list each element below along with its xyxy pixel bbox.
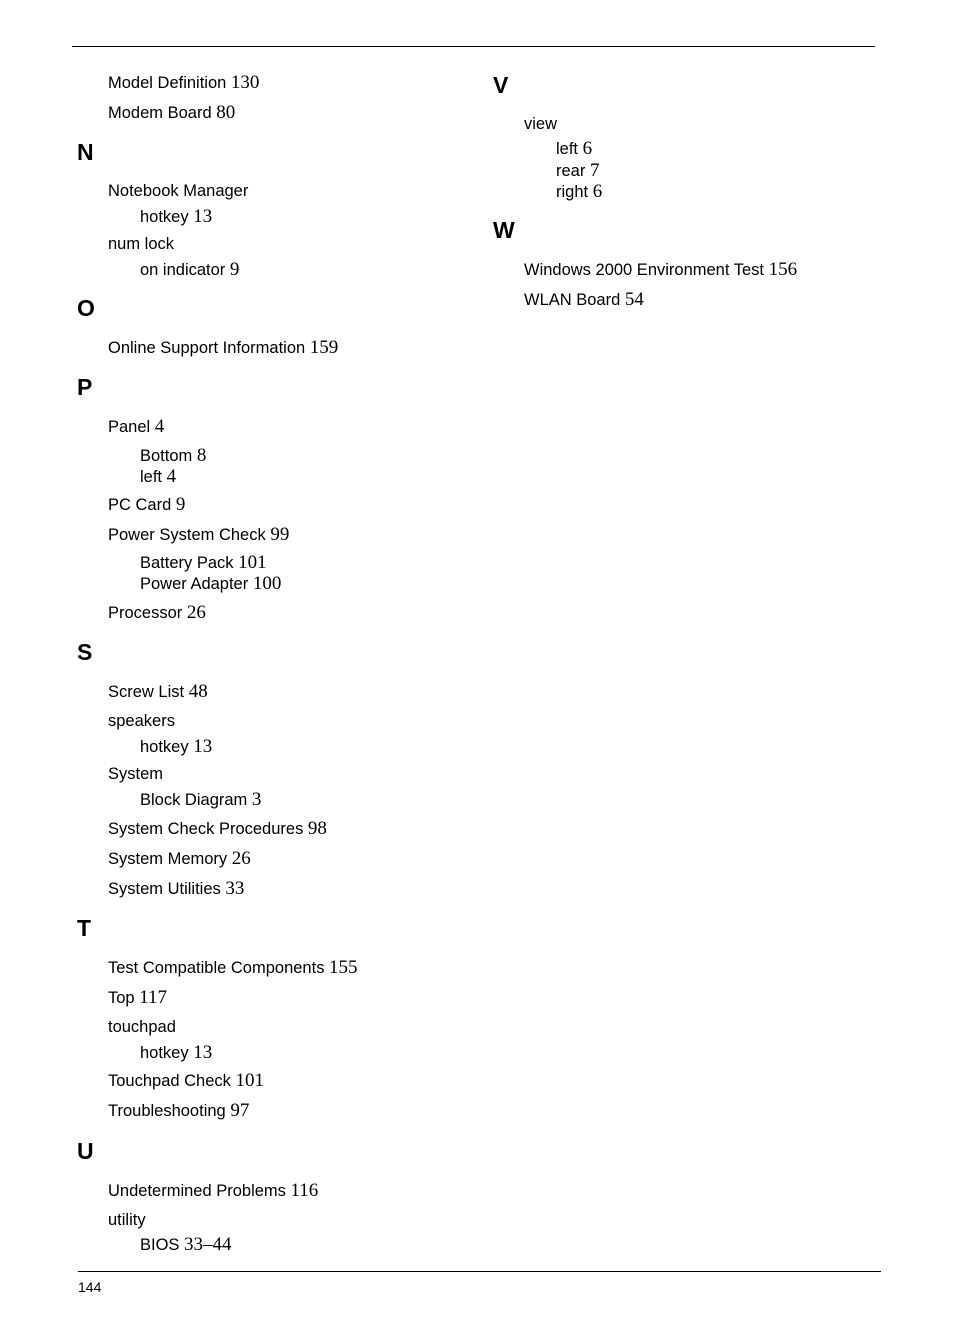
index-page-reference: 7 [589,160,600,181]
index-entry [108,1181,318,1201]
index-term: Bottom [140,447,193,465]
index-section-letter: O [77,295,95,321]
index-page-reference: 101 [238,552,267,573]
page-number: 144 [78,1279,102,1295]
index-page-reference: 130 [230,72,260,93]
index-entry [108,234,174,254]
index-subentry [556,182,602,202]
index-term: System Check Procedures [108,820,304,838]
index-section-letter: V [493,72,509,98]
index-entry [108,682,208,702]
index-page-reference: 9 [229,259,240,280]
index-term: Top [108,989,135,1007]
index-term: System Memory [108,850,228,868]
index-entry [108,603,206,623]
index-entry [108,1017,176,1037]
index-term: Battery Pack [140,554,234,572]
index-term: speakers [108,712,175,730]
index-term: on indicator [140,261,226,279]
index-page-reference: 97 [230,1100,250,1121]
index-term: Processor [108,604,183,622]
index-page-reference: 98 [307,818,327,839]
index-entry [108,103,235,123]
index-page-reference: 4 [154,416,165,437]
index-entry [108,495,185,515]
index-term: Model Definition [108,74,227,92]
index-term: Notebook Manager [108,182,249,200]
index-term: System [108,765,164,783]
index-entry [108,1071,264,1091]
index-subentry [140,553,267,573]
index-page-reference: 100 [252,573,282,594]
index-page-reference: 33 [225,878,245,899]
index-term: hotkey [140,738,189,756]
index-page-reference: 6 [592,181,603,202]
index-section-letter: N [77,139,94,165]
index-section-letter: T [77,915,92,941]
index-term: Power Adapter [140,575,249,593]
index-entry [108,525,289,545]
index-entry [108,181,248,201]
index-entry [108,73,259,93]
index-subentry [140,737,212,757]
index-subentry [140,574,281,594]
index-term: BIOS [140,1236,180,1254]
index-entry [108,879,244,899]
index-page-reference: 99 [270,524,290,545]
index-entry [108,958,358,978]
index-term: Test Compatible Components [108,959,325,977]
index-subentry [140,467,176,487]
index-subentry [140,1043,212,1063]
index-page-reference: 13 [193,1042,213,1063]
index-page-reference: 3 [251,789,262,810]
index-term: utility [108,1211,146,1229]
index-page-reference: 9 [175,494,186,515]
index-entry [108,1101,249,1121]
index-page-reference: 13 [193,736,213,757]
index-subentry [556,161,599,181]
index-term: Undetermined Problems [108,1182,286,1200]
index-page-reference: 13 [193,206,213,227]
index-term: Windows 2000 Environment Test [524,261,764,279]
index-term: Block Diagram [140,791,248,809]
index-term: left [556,140,579,158]
index-page-reference: 4 [166,466,177,487]
index-term: Panel [108,418,151,436]
index-page-reference: 54 [624,289,644,310]
index-entry [524,290,644,310]
index-subentry [140,790,261,810]
index-entry [524,260,797,280]
index-entry [108,988,167,1008]
index-term: hotkey [140,1044,189,1062]
index-subentry [140,260,239,280]
index-term: Troubleshooting [108,1102,226,1120]
index-page-reference: 80 [216,102,236,123]
index-subentry [140,207,212,227]
index-term: touchpad [108,1018,176,1036]
index-subentry [140,446,206,466]
index-term: Touchpad Check [108,1072,231,1090]
index-term: left [140,468,163,486]
index-section-letter: U [77,1138,94,1164]
index-term: PC Card [108,496,172,514]
index-section-letter: S [77,639,93,665]
index-entry [108,417,164,437]
index-term: Screw List [108,683,185,701]
index-term: view [524,115,558,133]
index-entry [108,819,327,839]
index-page-reference: 8 [196,445,207,466]
index-entry [108,1210,146,1230]
index-page-reference: 116 [290,1180,319,1201]
index-page-reference: 48 [188,681,208,702]
index-entry [108,849,251,869]
index-page-reference: 101 [235,1070,265,1091]
index-entry [524,114,557,134]
index-entry [108,764,163,784]
index-page-reference: 6 [582,138,593,159]
index-term: right [556,183,589,201]
index-entry [108,338,338,358]
footer-rule [78,1271,881,1272]
index-term: rear [556,162,586,180]
index-page-reference: 26 [231,848,251,869]
index-term: Power System Check [108,526,266,544]
index-page-reference: 26 [186,602,206,623]
header-rule [72,46,875,47]
index-term: Modem Board [108,104,212,122]
index-term: hotkey [140,208,189,226]
index-page-reference: 33–44 [184,1234,232,1255]
index-page-reference: 159 [309,337,339,358]
index-page-reference: 156 [768,259,798,280]
index-term: System Utilities [108,880,221,898]
index-term: num lock [108,235,175,253]
index-subentry [140,1235,232,1255]
index-entry [108,711,175,731]
index-section-letter: W [493,217,515,243]
index-page-reference: 155 [329,957,358,978]
index-term: Online Support Information [108,339,306,357]
index-term: WLAN Board [524,291,621,309]
index-page-reference: 117 [139,987,167,1008]
index-section-letter: P [77,374,93,400]
index-subentry [556,139,592,159]
